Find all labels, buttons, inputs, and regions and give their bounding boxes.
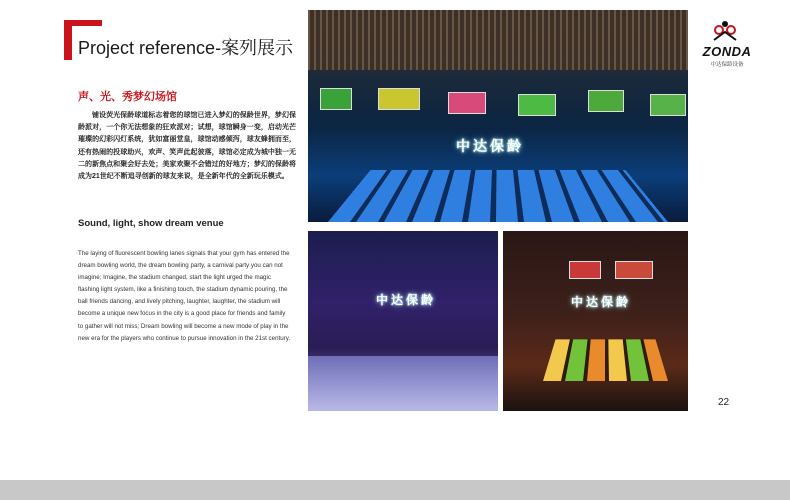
lane-screen xyxy=(518,94,556,116)
footer-bar xyxy=(0,480,790,500)
cn-paragraph: 铺设荧光保龄球道标志着您的球馆已进入梦幻的保龄世界，梦幻保龄派对，一个你无法想象的狂欢派对；试想，球馆瞬身一变，启动光芒璀璨的幻彩闪灯系统，犹如富丽堂皇，球馆动感倾泻，球友蜂拥而至，还有热闹的投球助兴，欢声、笑声此起彼落，球馆必定成为城中独一无二的新焦点和聚会好去处；美家欢聚不会错过的好地方；梦幻的保龄将成为21世纪不断追寻创新的球友来说，是全新年代的全新玩乐模式。 xyxy=(78,112,296,181)
lane-screen xyxy=(650,94,686,116)
zonda-bowling-sign: 中达保龄 xyxy=(376,293,437,307)
colorful-lanes xyxy=(543,339,668,381)
purple-lanes xyxy=(308,356,498,411)
lane-screen xyxy=(320,88,352,110)
bowling-pins-logo-icon xyxy=(710,18,740,44)
lane-screen xyxy=(588,90,624,112)
zonda-bowling-sign: 中达保龄 xyxy=(456,139,524,155)
page-title xyxy=(78,34,293,60)
bowling-hall-photo-colorful xyxy=(503,231,688,411)
lane-screen xyxy=(378,88,420,110)
lane-screen xyxy=(448,92,486,114)
red-corner-bar xyxy=(64,20,72,60)
en-paragraph: The laying of fluorescent bowling lanes signals that your gym has entered the dream bowling world, the dream bowling party, a carnival party you can not imagine; Imagine, the stadium changed, start the light urged the magic flashing light system, like a finishing touch, the stadium dynamic pouring, the ball friends dancing, and lively pitching, laughter, laughter, the stadium will become a unique new focus in the city is a good place for friends and family to gather will not miss; Dream bowling will become a new mode of play in the new era for the players who continue to pursue innovation in the 21st century. xyxy=(78,250,291,342)
logo-wordmark: ZONDA xyxy=(702,44,752,59)
bowling-hall-photo-main xyxy=(308,10,688,222)
en-section-heading: Sound, light, show dream venue xyxy=(78,218,224,229)
logo-subtitle: 中达保龄设备 xyxy=(710,62,744,68)
lane-screen xyxy=(569,261,601,279)
lane-screen xyxy=(615,261,653,279)
cn-section-heading: 声、光、秀梦幻场馆 xyxy=(78,91,177,103)
zonda-bowling-sign: 中达保龄 xyxy=(571,295,632,309)
page-title-en: Project reference- xyxy=(78,38,222,58)
bowling-hall-photo-purple xyxy=(308,231,498,411)
glowing-lanes xyxy=(328,170,668,222)
zonda-logo xyxy=(692,18,762,68)
page-number: 22 xyxy=(718,397,730,408)
ceiling-slats xyxy=(308,10,688,70)
red-corner-top-bar xyxy=(64,20,102,26)
page-title-cn: 案列展示 xyxy=(221,38,294,58)
